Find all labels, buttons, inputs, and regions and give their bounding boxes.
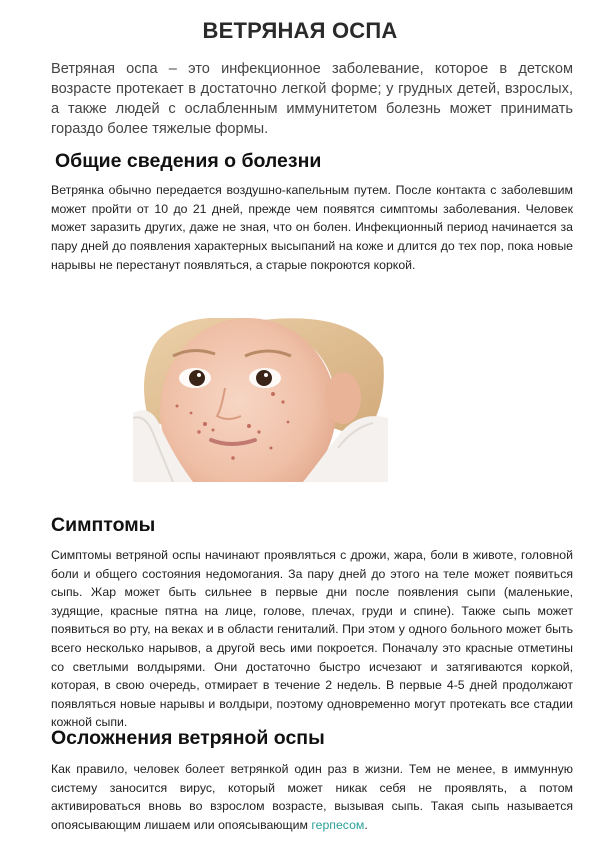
complications-paragraph [51, 760, 573, 834]
intro-paragraph: Ветряная оспа – это инфекционное заболевание, которое в детском возрасте протекает в достаточно легкой форме; у грудных детей, взрослых, а также людей с ослабленным иммунитетом болезнь может принимать гораздо более тяжелые формы. [51, 61, 573, 137]
section-heading-complications: Осложнения ветряной оспы [51, 727, 325, 749]
page-title: ВЕТРЯНАЯ ОСПА [202, 18, 398, 43]
section-heading-symptoms: Симптомы [51, 514, 156, 536]
section-heading-general-info: Общие сведения о болезни [55, 150, 322, 172]
child-chickenpox-photo [133, 318, 388, 482]
complications-text-end: . [364, 817, 368, 832]
photo-illustration [133, 318, 388, 482]
symptoms-paragraph: Симптомы ветряной оспы начинают проявляться с дрожи, жара, боли в животе, головной боли и общего состояния недомогания. За пару дней до этого на теле может появиться сыпь. Жар может быть сильнее в первые дни после появления сыпи (маленькие, зудящие, красные пятна на лице, голове, плечах, груди и спине). Также сыпь может появиться во рту, на веках и в области гениталий. При этом у одного больного может быть всего несколько нарывов, а другой весь ими покроется. Поначалу это красные отметины со светлыми волдырями. Они достаточно быстро исчезают и затягиваются коркой, которая, в свою очередь, отмирает в течение 2 недель. В первые 4-5 дней продолжают появляться новые нарывы и волдыри, поэтому одновременно могут протекать все стадии кожной сыпи. [51, 548, 573, 730]
herpes-link[interactable]: герпесом [311, 817, 365, 832]
general-info-paragraph: Ветрянка обычно передается воздушно-капельным путем. После контакта с заболевшим может пройти от 10 до 21 дней, прежде чем появятся симптомы заболевания. Человек может заразить других, даже не зная, что он болен. Инфекционный период начинается за пару дней до появления характерных высыпаний на коже и длится до тех пор, пока новые нарывы не перестанут появляться, а старые покроются коркой. [51, 183, 573, 272]
complications-text: Как правило, человек болеет ветрянкой один раз в жизни. Тем не менее, в иммунную систему заносится вирус, который может никак себя не проявлять, а потом активироваться вновь во взрослом возрасте, вызывая сыпь. Такая сыпь называется опоясывающим лишаем или опоясывающим [51, 762, 573, 832]
